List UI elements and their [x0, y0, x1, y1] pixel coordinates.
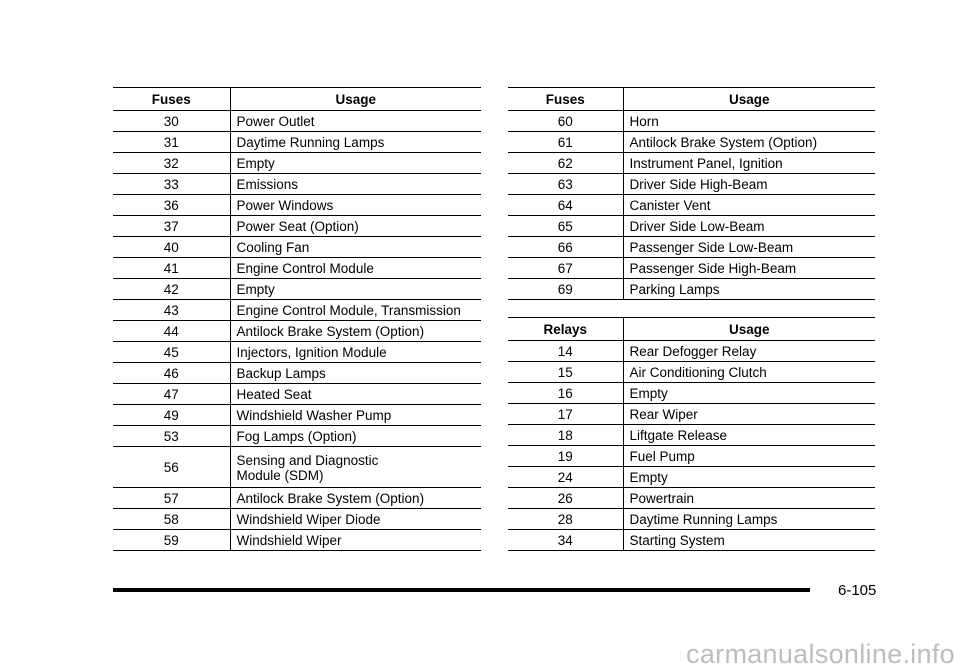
cell-usage: Empty — [230, 279, 481, 300]
table-row — [113, 321, 481, 342]
cell-usage: Antilock Brake System (Option) — [230, 321, 481, 342]
cell-usage: Instrument Panel, Ignition — [623, 153, 875, 174]
cell-usage: Canister Vent — [623, 195, 875, 216]
column-header-fuses: Fuses — [508, 88, 623, 111]
cell-number: 43 — [113, 300, 230, 321]
cell-number: 46 — [113, 363, 230, 384]
cell-number: 57 — [113, 488, 230, 509]
cell-usage: Rear Defogger Relay — [623, 341, 875, 362]
fuses-table-left — [113, 87, 481, 551]
cell-number: 26 — [508, 488, 623, 509]
column-header-usage: Usage — [230, 88, 481, 111]
column-header-fuses: Fuses — [113, 88, 230, 111]
table-row — [508, 237, 875, 258]
cell-number: 61 — [508, 132, 623, 153]
cell-number: 53 — [113, 426, 230, 447]
cell-number: 24 — [508, 467, 623, 488]
table-row — [113, 384, 481, 405]
table-row — [113, 258, 481, 279]
table-row — [508, 425, 875, 446]
column-header-usage: Usage — [623, 318, 875, 341]
cell-number: 31 — [113, 132, 230, 153]
cell-usage: Injectors, Ignition Module — [230, 342, 481, 363]
cell-usage: Driver Side High-Beam — [623, 174, 875, 195]
table-row — [113, 426, 481, 447]
table-row — [508, 383, 875, 404]
table-row — [508, 341, 875, 362]
cell-usage: Daytime Running Lamps — [230, 132, 481, 153]
cell-usage: Passenger Side Low-Beam — [623, 237, 875, 258]
cell-number: 62 — [508, 153, 623, 174]
table-row — [508, 530, 875, 551]
table-row — [508, 509, 875, 530]
page-number: 6-105 — [838, 582, 877, 599]
cell-number: 16 — [508, 383, 623, 404]
table-row — [508, 195, 875, 216]
cell-number: 34 — [508, 530, 623, 551]
cell-usage: Engine Control Module — [230, 258, 481, 279]
cell-usage: Liftgate Release — [623, 425, 875, 446]
cell-usage: Rear Wiper — [623, 404, 875, 425]
cell-number: 17 — [508, 404, 623, 425]
watermark-text: carmanualsonline.info — [686, 639, 955, 669]
cell-usage: Cooling Fan — [230, 237, 481, 258]
cell-usage: Sensing and Diagnostic Module (SDM) — [230, 447, 481, 488]
cell-usage: Starting System — [623, 530, 875, 551]
cell-number: 64 — [508, 195, 623, 216]
table-row — [113, 279, 481, 300]
cell-usage: Power Outlet — [230, 111, 481, 132]
cell-usage: Empty — [230, 153, 481, 174]
cell-number: 47 — [113, 384, 230, 405]
table-row — [508, 258, 875, 279]
table-row — [508, 153, 875, 174]
table-row — [113, 342, 481, 363]
cell-usage: Empty — [623, 467, 875, 488]
cell-usage: Windshield Wiper Diode — [230, 509, 481, 530]
cell-number: 63 — [508, 174, 623, 195]
cell-number: 36 — [113, 195, 230, 216]
cell-number: 66 — [508, 237, 623, 258]
table-row — [508, 174, 875, 195]
cell-usage: Emissions — [230, 174, 481, 195]
table-row — [113, 195, 481, 216]
cell-number: 42 — [113, 279, 230, 300]
cell-number: 41 — [113, 258, 230, 279]
cell-number: 15 — [508, 362, 623, 383]
table-header-row — [508, 318, 875, 341]
cell-number: 19 — [508, 446, 623, 467]
cell-number: 69 — [508, 279, 623, 300]
cell-number: 58 — [113, 509, 230, 530]
cell-usage: Antilock Brake System (Option) — [623, 132, 875, 153]
cell-usage: Passenger Side High-Beam — [623, 258, 875, 279]
column-header-usage: Usage — [623, 88, 875, 111]
cell-number: 33 — [113, 174, 230, 195]
cell-number: 37 — [113, 216, 230, 237]
cell-usage: Heated Seat — [230, 384, 481, 405]
cell-number: 32 — [113, 153, 230, 174]
table-row — [113, 174, 481, 195]
cell-usage: Horn — [623, 111, 875, 132]
relays-table — [508, 317, 875, 551]
cell-number: 59 — [113, 530, 230, 551]
table-header-row — [508, 88, 875, 111]
cell-usage: Power Seat (Option) — [230, 216, 481, 237]
table-row — [508, 362, 875, 383]
cell-usage: Fog Lamps (Option) — [230, 426, 481, 447]
cell-number: 56 — [113, 447, 230, 488]
table-row — [113, 488, 481, 509]
cell-usage: Daytime Running Lamps — [623, 509, 875, 530]
cell-usage: Backup Lamps — [230, 363, 481, 384]
table-row — [113, 132, 481, 153]
cell-number: 49 — [113, 405, 230, 426]
table-row — [113, 153, 481, 174]
cell-number: 67 — [508, 258, 623, 279]
table-row — [508, 216, 875, 237]
table-row — [508, 279, 875, 300]
cell-usage: Power Windows — [230, 195, 481, 216]
table-row — [508, 446, 875, 467]
table-row — [113, 216, 481, 237]
table-row — [113, 237, 481, 258]
cell-number: 18 — [508, 425, 623, 446]
cell-usage: Driver Side Low-Beam — [623, 216, 875, 237]
table-row — [508, 404, 875, 425]
cell-number: 44 — [113, 321, 230, 342]
cell-usage: Powertrain — [623, 488, 875, 509]
table-row — [113, 405, 481, 426]
table-row — [113, 363, 481, 384]
cell-number: 30 — [113, 111, 230, 132]
cell-usage: Windshield Wiper — [230, 530, 481, 551]
cell-number: 60 — [508, 111, 623, 132]
cell-number: 45 — [113, 342, 230, 363]
cell-number: 40 — [113, 237, 230, 258]
cell-usage: Parking Lamps — [623, 279, 875, 300]
cell-number: 28 — [508, 509, 623, 530]
cell-number: 65 — [508, 216, 623, 237]
table-row — [113, 530, 481, 551]
footer-rule — [113, 588, 810, 592]
table-row — [508, 488, 875, 509]
table-row — [113, 300, 481, 321]
cell-usage: Antilock Brake System (Option) — [230, 488, 481, 509]
fuses-table-right — [508, 87, 875, 300]
table-row — [508, 111, 875, 132]
table-row — [113, 509, 481, 530]
cell-number: 14 — [508, 341, 623, 362]
cell-usage: Empty — [623, 383, 875, 404]
table-header-row — [113, 88, 481, 111]
cell-usage: Engine Control Module, Transmission — [230, 300, 481, 321]
cell-usage: Fuel Pump — [623, 446, 875, 467]
table-row — [113, 111, 481, 132]
cell-usage: Windshield Washer Pump — [230, 405, 481, 426]
table-row — [508, 467, 875, 488]
column-header-relays: Relays — [508, 318, 623, 341]
cell-usage: Air Conditioning Clutch — [623, 362, 875, 383]
table-row — [508, 132, 875, 153]
table-row — [113, 447, 481, 488]
